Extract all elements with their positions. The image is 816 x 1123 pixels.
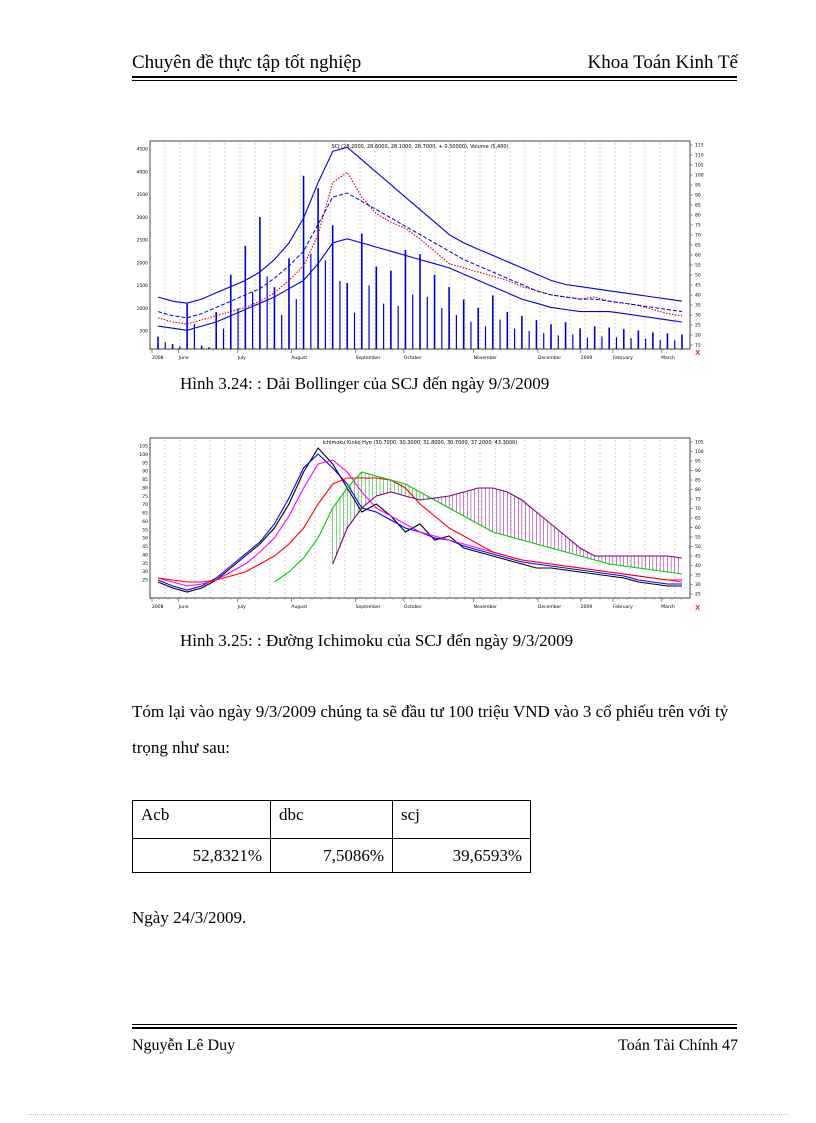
x-tick-label: November [473,356,498,360]
volume-bar [208,347,209,349]
y-left-tick-label: 100 [139,452,148,458]
y-right-tick-label: 50 [695,545,701,550]
y-left-tick-label: 25 [142,578,148,584]
y-right-tick-label: 105 [695,163,704,169]
x-tick-label: June [178,356,189,360]
volume-bar [485,326,486,349]
x-tick-label: June [178,605,189,610]
volume-bar [441,308,442,349]
y-right-tick-label: 115 [695,143,704,149]
volume-bar [398,306,399,349]
y-right-tick-label: 80 [695,488,701,493]
y-right-tick-label: 75 [695,223,701,229]
volume-bar [572,334,573,349]
volume-bar [448,287,450,349]
y-left-tick-label: 2000 [136,261,148,267]
header-rule [132,76,737,78]
x-tick-label: August [291,605,308,610]
volume-bar [354,313,355,349]
y-left-tick-label: 1000 [136,306,148,312]
y-right-tick-label: 60 [695,526,701,531]
volume-bar [201,346,203,349]
page-bottom-dotted-line [28,1114,788,1115]
y-right-tick-label: 65 [695,243,701,249]
value-scj: 39,6593% [393,839,531,873]
y-left-tick-label: 90 [142,469,148,475]
volume-bar [325,261,326,349]
volume-bar [536,320,538,349]
volume-bar [405,250,407,349]
x-tick-label: February [612,605,633,610]
y-right-tick-label: 45 [695,283,701,289]
y-right-tick-label: 95 [695,183,701,189]
footer-rule-thin [132,1024,737,1025]
y-right-tick-label: 85 [695,478,701,484]
y-right-tick-label: 105 [695,440,704,446]
x-tick-label: February [612,356,633,360]
volume-bar [259,217,261,349]
x-tick-label: 2009 [580,605,593,610]
volume-bar [507,312,509,349]
header-rule-thin [132,80,737,81]
volume-bar [157,337,159,349]
y-right-tick-label: 35 [695,573,701,579]
y-right-tick-label: 70 [695,233,701,239]
y-left-tick-label: 55 [142,528,148,534]
ichimoku-chart-title: Ichimoku Kinko Hyo (30.7000, 30.3000, 31.8000, 30.7000, 37.2000, 43.3000) [322,440,518,446]
date-line: Ngày 24/3/2009. [132,908,247,927]
volume-bar [550,324,552,349]
volume-bar [361,234,363,350]
volume-bar [477,308,479,349]
x-tick-label: March [661,356,675,360]
volume-bar [172,344,174,349]
portfolio-weights-table [132,800,531,873]
y-right-tick-label: 25 [695,323,701,329]
volume-bar [165,342,166,349]
header-right: Khoa Toán Kinh Tế [587,52,738,73]
table-value-row [133,839,531,873]
y-right-tick-label: 90 [695,469,701,474]
volume-bar [267,276,268,349]
close-x-mark: x [695,348,701,358]
volume-bar [667,333,669,349]
volume-bar [317,188,319,349]
y-right-tick-label: 110 [695,153,704,159]
x-tick-label: July [237,605,246,610]
figure-caption-ichimoku: Hình 3.25: : Đường Ichimoku của SCJ đến ngày 9/3/2009 [180,631,574,650]
volume-bar [601,337,602,349]
x-tick-label: December [537,356,562,360]
y-left-tick-label: 50 [142,536,148,542]
close-x-mark-2: x [695,603,701,612]
header-acb: Acb [133,801,271,839]
y-left-tick-label: 4500 [136,147,148,153]
y-right-tick-label: 40 [695,293,701,299]
bollinger-chart [130,135,715,360]
y-right-tick-label: 85 [695,203,701,209]
volume-bar [346,283,348,349]
volume-bar [186,304,188,349]
summary-paragraph: Tóm lại vào ngày 9/3/2009 chúng ta sẽ đầu tư 100 triệu VND vào 3 cổ phiếu trên với tỷ trọng như sau: [132,702,729,757]
volume-bar [616,337,617,349]
y-left-tick-label: 60 [142,519,148,525]
volume-bar [339,281,340,349]
x-tick-label: 2008 [152,605,164,610]
x-tick-label: September [355,605,381,610]
y-left-tick-label: 35 [142,561,148,567]
y-left-tick-label: 40 [142,553,148,559]
volume-bar [303,176,305,349]
y-left-tick-label: 3000 [136,215,148,221]
y-right-tick-label: 25 [695,592,701,598]
volume-bar [514,329,515,349]
volume-bar [470,322,471,349]
y-right-tick-label: 100 [695,173,704,179]
volume-bar [412,295,413,349]
y-left-tick-label: 4000 [136,170,148,176]
y-left-tick-label: 3500 [136,193,148,198]
volume-bar [427,297,428,349]
volume-bar [565,322,567,349]
y-right-tick-label: 35 [695,303,701,309]
y-left-tick-label: 65 [142,511,148,517]
header-scj: scj [393,801,531,839]
volume-bar [499,320,500,349]
bollinger-chart-title: SCJ (28.2000, 28.6000, 28.1000, 28.7000, + 0.50000), Volume (5,400) [331,144,509,150]
x-tick-label: December [537,605,562,610]
volume-bar [223,329,224,349]
volume-bar [529,331,530,349]
volume-bar [579,328,581,349]
volume-bar [288,258,290,349]
volume-bar [419,254,421,349]
volume-bar [674,340,675,349]
x-tick-label: July [237,356,246,360]
volume-bar [558,335,559,349]
x-tick-label: October [403,356,422,360]
y-right-tick-label: 90 [695,193,701,199]
y-right-tick-label: 100 [695,450,704,455]
x-tick-label: August [291,356,308,360]
footer-rule [132,1027,737,1029]
volume-bar [543,333,544,349]
volume-bar [463,300,465,350]
volume-bar [630,338,631,349]
ichimoku-chart [130,432,715,612]
figure-caption-bollinger: Hình 3.24: : Dải Bollinger của SCJ đến ngày 9/3/2009 [180,374,550,393]
value-acb: 52,8321% [133,839,271,873]
header-left: Chuyên đề thực tập tốt nghiệp [132,52,362,73]
footer-left: Nguyễn Lê Duy [132,1037,236,1054]
volume-bar [245,246,247,349]
volume-bar [368,285,369,349]
volume-bar [587,338,588,349]
volume-bar [660,340,661,349]
y-right-tick-label: 50 [695,273,701,279]
y-right-tick-label: 60 [695,253,701,259]
y-left-tick-label: 2500 [136,238,148,244]
y-right-tick-label: 95 [695,459,701,465]
x-tick-label: November [473,605,498,610]
y-left-tick-label: 75 [142,494,148,500]
y-right-tick-label: 75 [695,497,701,503]
y-left-tick-label: 105 [139,444,148,450]
volume-bar [623,329,625,349]
volume-bar [237,308,238,349]
volume-bar [645,339,646,349]
volume-bar [456,315,457,349]
x-tick-label: March [661,605,675,610]
y-left-tick-label: 95 [142,461,148,467]
y-right-tick-label: 20 [695,333,701,339]
y-right-tick-label: 45 [695,554,701,560]
volume-bar [383,304,384,349]
header-dbc: dbc [271,801,393,839]
y-left-tick-label: 80 [142,486,148,492]
x-tick-label: September [355,356,381,360]
x-tick-label: 2009 [580,356,593,360]
x-tick-label: October [403,605,422,610]
table-header-row [133,801,531,839]
volume-bar [492,295,494,349]
volume-bar [296,299,297,349]
y-right-tick-label: 80 [695,213,701,219]
y-right-tick-label: 40 [695,564,701,569]
volume-bar [179,346,180,349]
value-dbc: 7,5086% [271,839,393,873]
y-left-tick-label: 70 [142,503,148,509]
y-right-tick-label: 30 [695,313,701,319]
volume-bar [681,335,683,349]
volume-bar [252,292,253,349]
y-right-tick-label: 30 [695,583,701,588]
y-right-tick-label: 55 [695,263,701,269]
y-left-tick-label: 45 [142,545,148,550]
volume-bar [638,330,640,349]
volume-bar [376,267,378,350]
y-right-tick-label: 15 [695,343,701,349]
volume-bar [521,316,523,349]
x-tick-label: 2008 [152,356,164,360]
y-left-tick-label: 1500 [136,284,148,289]
footer-right: Toán Tài Chính 47 [618,1037,738,1054]
volume-bar [594,326,596,349]
y-left-tick-label: 30 [142,570,148,576]
volume-bar [310,254,311,349]
volume-bar [215,312,217,349]
y-right-tick-label: 55 [695,535,701,541]
y-right-tick-label: 70 [695,507,701,512]
volume-bar [434,275,436,349]
y-right-tick-label: 65 [695,516,701,522]
volume-bar [652,333,654,350]
volume-bar [281,315,282,349]
volume-bar [390,271,392,349]
y-left-tick-label: 500 [139,329,148,335]
volume-bar [608,328,610,349]
y-left-tick-label: 85 [142,478,148,483]
